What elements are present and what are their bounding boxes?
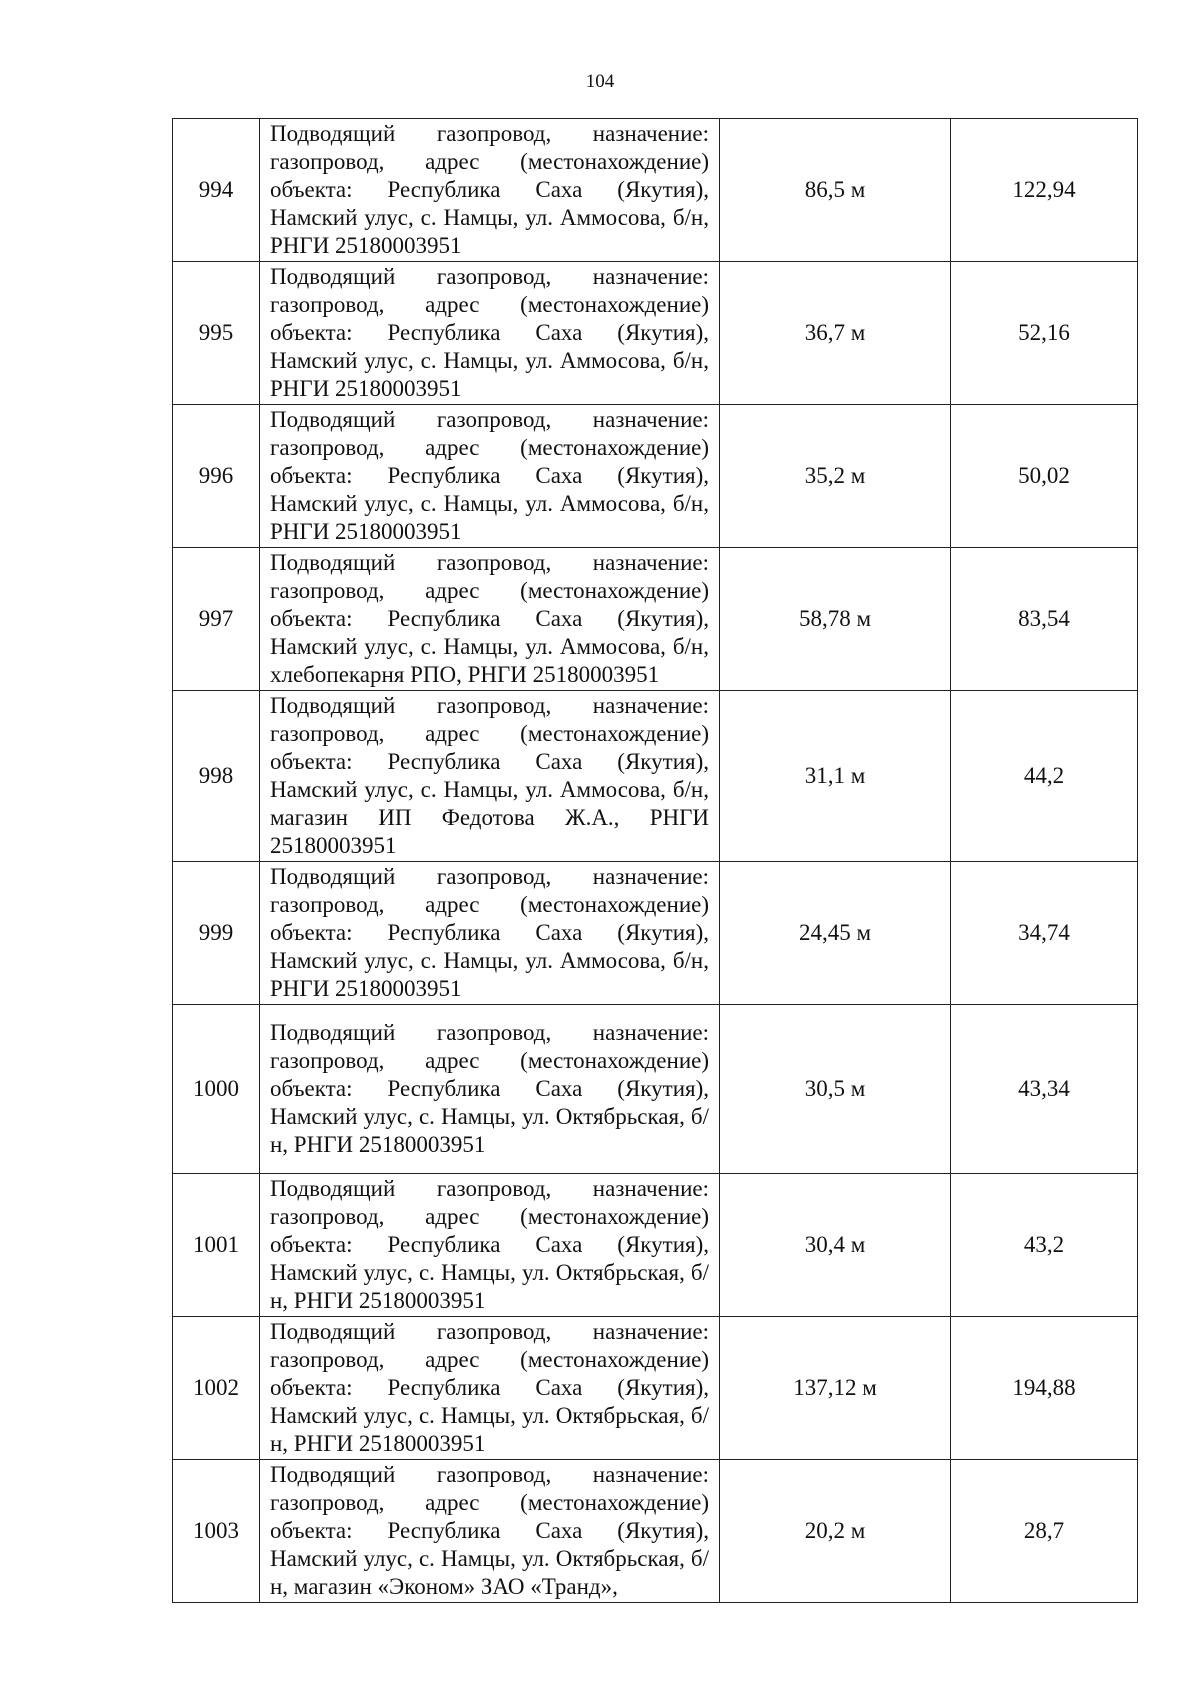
row-description: Подводящий газопровод, назначение: газопровод, адрес (местонахождение) объекта: Республика Саха (Якутия), Намский улус, с. Намцы, ул. Аммосова, б/н, хлебопекарня РПО, РНГИ 25180003951 <box>260 548 720 691</box>
row-number: 1001 <box>173 1174 260 1317</box>
row-length: 86,5 м <box>720 119 951 262</box>
row-description: Подводящий газопровод, назначение: газопровод, адрес (местонахождение) объекта: Республика Саха (Якутия), Намский улус, с. Намцы, ул. Октябрьская, б/н, РНГИ 25180003951 <box>260 1005 720 1174</box>
row-number: 1003 <box>173 1460 260 1603</box>
row-number: 996 <box>173 405 260 548</box>
row-description: Подводящий газопровод, назначение: газопровод, адрес (местонахождение) объекта: Республика Саха (Якутия), Намский улус, с. Намцы, ул. Аммосова, б/н, РНГИ 25180003951 <box>260 405 720 548</box>
row-description: Подводящий газопровод, назначение: газопровод, адрес (местонахождение) объекта: Республика Саха (Якутия), Намский улус, с. Намцы, ул. Октябрьская, б/н, РНГИ 25180003951 <box>260 1174 720 1317</box>
row-value: 50,02 <box>951 405 1138 548</box>
row-value: 83,54 <box>951 548 1138 691</box>
table-row <box>173 405 1138 548</box>
row-description: Подводящий газопровод, назначение: газопровод, адрес (местонахождение) объекта: Республика Саха (Якутия), Намский улус, с. Намцы, ул. Аммосова, б/н, РНГИ 25180003951 <box>260 862 720 1005</box>
table-row <box>173 119 1138 262</box>
row-description: Подводящий газопровод, назначение: газопровод, адрес (местонахождение) объекта: Республика Саха (Якутия), Намский улус, с. Намцы, ул. Аммосова, б/н, РНГИ 25180003951 <box>260 119 720 262</box>
row-value: 43,34 <box>951 1005 1138 1174</box>
row-number: 994 <box>173 119 260 262</box>
row-length: 30,4 м <box>720 1174 951 1317</box>
row-value: 122,94 <box>951 119 1138 262</box>
table-row <box>173 1460 1138 1603</box>
row-number: 995 <box>173 262 260 405</box>
row-number: 1002 <box>173 1317 260 1460</box>
table-row <box>173 1317 1138 1460</box>
row-number: 997 <box>173 548 260 691</box>
row-description: Подводящий газопровод, назначение: газопровод, адрес (местонахождение) объекта: Республика Саха (Якутия), Намский улус, с. Намцы, ул. Октябрьская, б/н, РНГИ 25180003951 <box>260 1317 720 1460</box>
table-row <box>173 691 1138 862</box>
row-value: 44,2 <box>951 691 1138 862</box>
row-number: 999 <box>173 862 260 1005</box>
table-row <box>173 548 1138 691</box>
row-length: 20,2 м <box>720 1460 951 1603</box>
row-length: 137,12 м <box>720 1317 951 1460</box>
row-length: 24,45 м <box>720 862 951 1005</box>
row-length: 30,5 м <box>720 1005 951 1174</box>
row-length: 58,78 м <box>720 548 951 691</box>
row-length: 35,2 м <box>720 405 951 548</box>
table-row <box>173 1174 1138 1317</box>
row-value: 28,7 <box>951 1460 1138 1603</box>
row-value: 34,74 <box>951 862 1138 1005</box>
row-value: 43,2 <box>951 1174 1138 1317</box>
property-registry-table <box>172 118 1138 1603</box>
table-row <box>173 262 1138 405</box>
row-length: 36,7 м <box>720 262 951 405</box>
row-value: 194,88 <box>951 1317 1138 1460</box>
row-description: Подводящий газопровод, назначение: газопровод, адрес (местонахождение) объекта: Республика Саха (Якутия), Намский улус, с. Намцы, ул. Аммосова, б/н, РНГИ 25180003951 <box>260 262 720 405</box>
table-row <box>173 862 1138 1005</box>
row-description: Подводящий газопровод, назначение: газопровод, адрес (местонахождение) объекта: Республика Саха (Якутия), Намский улус, с. Намцы, ул. Октябрьская, б/н, магазин «Эконом» ЗАО «Транд», <box>260 1460 720 1603</box>
row-number: 1000 <box>173 1005 260 1174</box>
row-length: 31,1 м <box>720 691 951 862</box>
table-row <box>173 1005 1138 1174</box>
row-description: Подводящий газопровод, назначение: газопровод, адрес (местонахождение) объекта: Республика Саха (Якутия), Намский улус, с. Намцы, ул. Аммосова, б/н, магазин ИП Федотова Ж.А., РНГИ 25180003951 <box>260 691 720 862</box>
page-number: 104 <box>585 71 615 92</box>
row-value: 52,16 <box>951 262 1138 405</box>
row-number: 998 <box>173 691 260 862</box>
